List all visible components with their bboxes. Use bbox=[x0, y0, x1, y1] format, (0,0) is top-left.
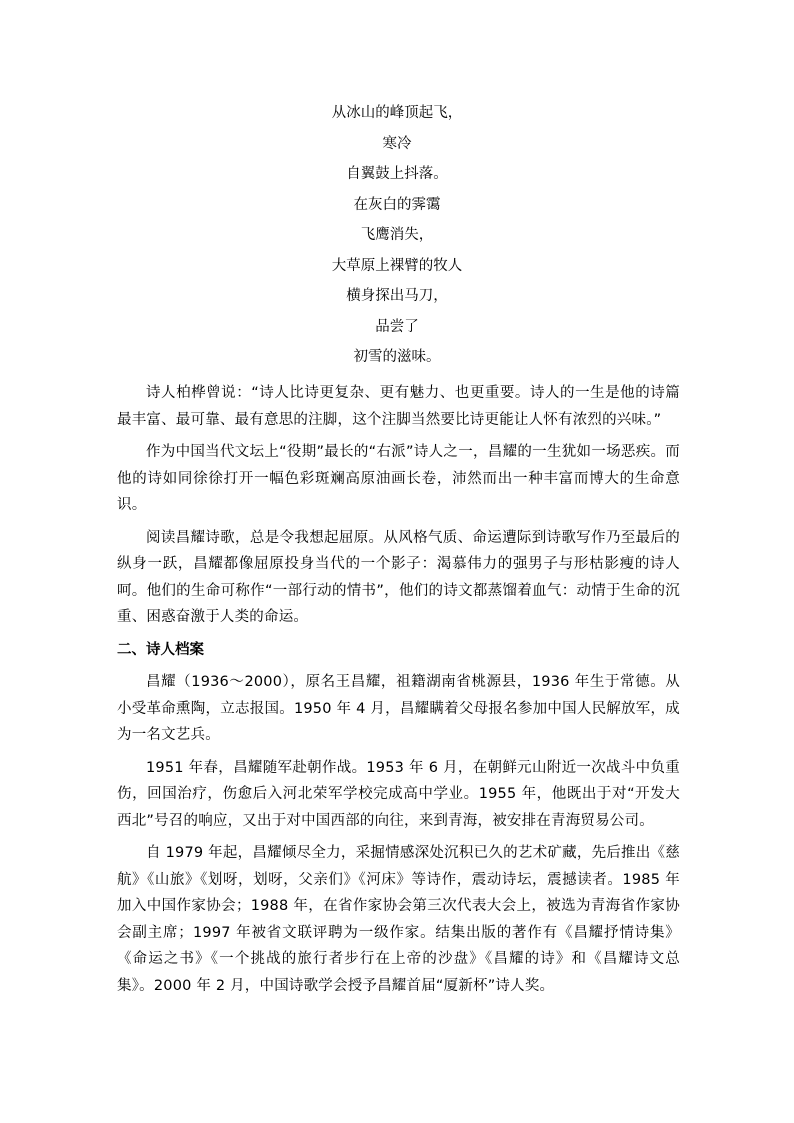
body-text bbox=[117, 380, 680, 1005]
poem-line: 寒冷 bbox=[382, 135, 412, 152]
paragraph-biography-early: 昌耀（1936～2000），原名王昌耀，祖籍湖南省桃源县，1936 年生于常德。从小受革命熏陶，立志报国。1950 年 4 月，昌耀瞒着父母报名参加中国人民解放军，成为一名文艺兵。 bbox=[117, 674, 680, 743]
paragraph-qu-yuan: 阅读昌耀诗歌，总是令我想起屈原。从风格气质、命运遭际到诗歌写作乃至最后的纵身一跃，昌耀都像屈原投身当代的一个影子：渴慕伟力的强男子与形枯影瘦的诗人呵。他们的生命可称作“一部行动的情书”，他们的诗文都蒸馏着血气：动情于生命的沉重、困惑奋激于人类的命运。 bbox=[117, 529, 680, 625]
paragraph-bai-hua-quote: 诗人柏桦曾说：“诗人比诗更复杂、更有魅力、也更重要。诗人的一生是他的诗篇最丰富、最可靠、最有意思的注脚，这个注脚当然要比诗更能让人怀有浓烈的兴味。” bbox=[117, 385, 680, 428]
poem-line: 横身探出马刀， bbox=[346, 288, 448, 304]
poem-line: 品尝了 bbox=[375, 318, 419, 335]
poem-line: 大草原上裸臂的牧人 bbox=[331, 257, 463, 274]
poem-line: 在灰白的霁霭 bbox=[353, 196, 441, 213]
poem-line: 初雪的滋味。 bbox=[353, 349, 441, 365]
paragraph-biography-korea: 1951 年春，昌耀随军赴朝作战。1953 年 6 月，在朝鲜元山附近一次战斗中负重伤，回国治疗，伤愈后入河北荣军学校完成高中学业。1955 年，他既出于对“开发大西北”号召的响应，又出于对中国西部的向往，来到青海，被安排在青海贸易公司。 bbox=[117, 759, 680, 829]
poem-line: 自翼鼓上抖落。 bbox=[346, 166, 448, 182]
section-heading: 二、诗人档案 bbox=[117, 641, 204, 658]
paragraph-poet-life: 作为中国当代文坛上“役期”最长的“右派”诗人之一，昌耀的一生犹如一场恶疾。而他的诗如同徐徐打开一幅色彩斑斓高原油画长卷，沛然而出一种丰富而博大的生命意识。 bbox=[117, 444, 680, 513]
poem-line: 从冰山的峰顶起飞， bbox=[331, 105, 463, 121]
poem-block bbox=[0, 98, 794, 373]
paragraph-biography-works: 自 1979 年起，昌耀倾尽全力，采掘情感深处沉积已久的艺术矿藏，先后推出《慈航》《山旅》《划呀，划呀，父亲们》《河床》等诗作，震动诗坛，震撼读者。1985 年加入中国作家协会；1988 年，在省作家协会第三次代表大会上，被选为青海省作家协会副主席；1997 年被省文联评聘为一级作家。结集出版的著作有《昌耀抒情诗集》《命运之书》《一个挑战的旅行者步行在上帝的沙盘》《昌耀的诗》和《昌耀诗文总集》。2000 年 2 月，中国诗歌学会授予昌耀首届“厦新杯”诗人奖。 bbox=[117, 845, 680, 994]
poem-line: 飞鹰消失， bbox=[360, 227, 434, 243]
